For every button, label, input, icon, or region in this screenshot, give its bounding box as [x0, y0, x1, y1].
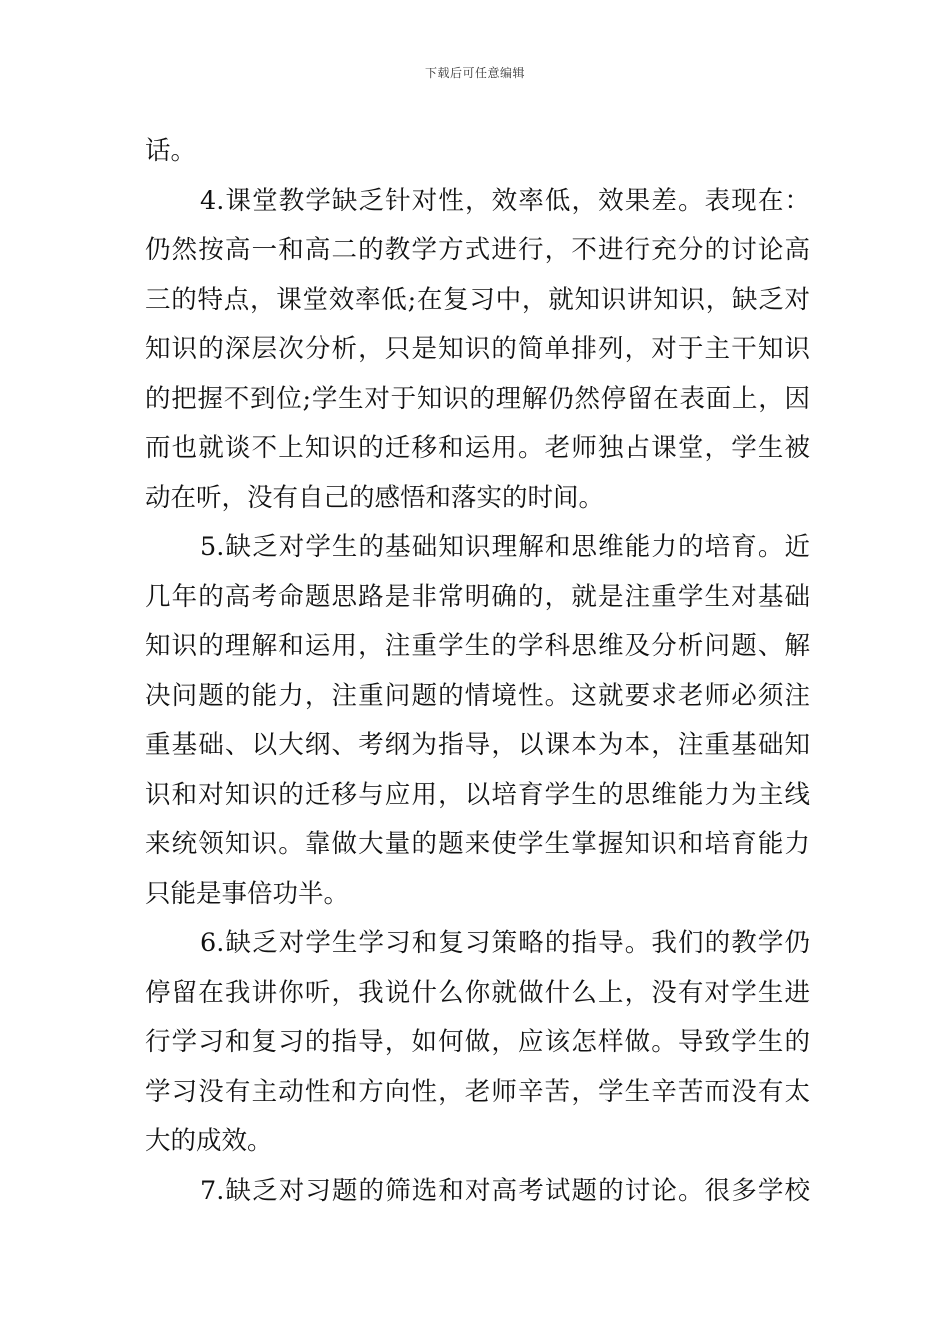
text-line: 三的特点，课堂效率低;在复习中，就知识讲知识，缺乏对 — [145, 284, 810, 315]
text-line: 而也就谈不上知识的迁移和运用。老师独占课堂，学生被 — [145, 433, 810, 463]
text-line: 重基础、以大纲、考纲为指导，以课本为本，注重基础知 — [145, 730, 810, 760]
page-header: 下载后可任意编辑 — [424, 66, 525, 80]
text-line: 停留在我讲你听，我说什么你就做什么上，没有对学生进 — [145, 977, 810, 1008]
text-line: 知识的理解和运用，注重学生的学科思维及分析问题、解 — [145, 631, 810, 661]
text-line: 只能是事倍功半。 — [145, 878, 350, 909]
text-line: 来统领知识。靠做大量的题来使学生掌握知识和培育能力 — [145, 829, 810, 859]
text-line: 的把握不到位;学生对于知识的理解仍然停留在表面上，因 — [145, 383, 810, 414]
document-body — [145, 127, 810, 1216]
text-line: 仍然按高一和高二的教学方式进行，不进行充分的讨论高 — [145, 235, 810, 265]
paragraph-heading-line: 5.缺乏对学生的基础知识理解和思维能力的培育。近 — [200, 532, 810, 562]
paragraph-heading-line: 7.缺乏对习题的筛选和对高考试题的讨论。很多学校 — [200, 1175, 810, 1206]
text-line: 决问题的能力，注重问题的情境性。这就要求老师必须注 — [145, 680, 810, 711]
paragraph-heading-line: 6.缺乏对学生学习和复习策略的指导。我们的教学仍 — [200, 928, 810, 958]
text-line: 识和对知识的迁移与应用，以培育学生的思维能力为主线 — [145, 779, 810, 810]
paragraph-heading-line: 4.课堂教学缺乏针对性，效率低，效果差。表现在： — [200, 185, 810, 216]
text-line: 话。 — [145, 136, 197, 166]
text-line: 动在听，没有自己的感悟和落实的时间。 — [145, 482, 605, 513]
text-line: 几年的高考命题思路是非常明确的，就是注重学生对基础 — [145, 581, 810, 612]
text-line: 学习没有主动性和方向性，老师辛苦，学生辛苦而没有太 — [145, 1076, 810, 1107]
text-line: 大的成效。 — [145, 1126, 273, 1156]
text-line: 行学习和复习的指导，如何做，应该怎样做。导致学生的 — [145, 1027, 810, 1057]
text-line: 知识的深层次分析，只是知识的简单排列，对于主干知识 — [145, 334, 810, 364]
